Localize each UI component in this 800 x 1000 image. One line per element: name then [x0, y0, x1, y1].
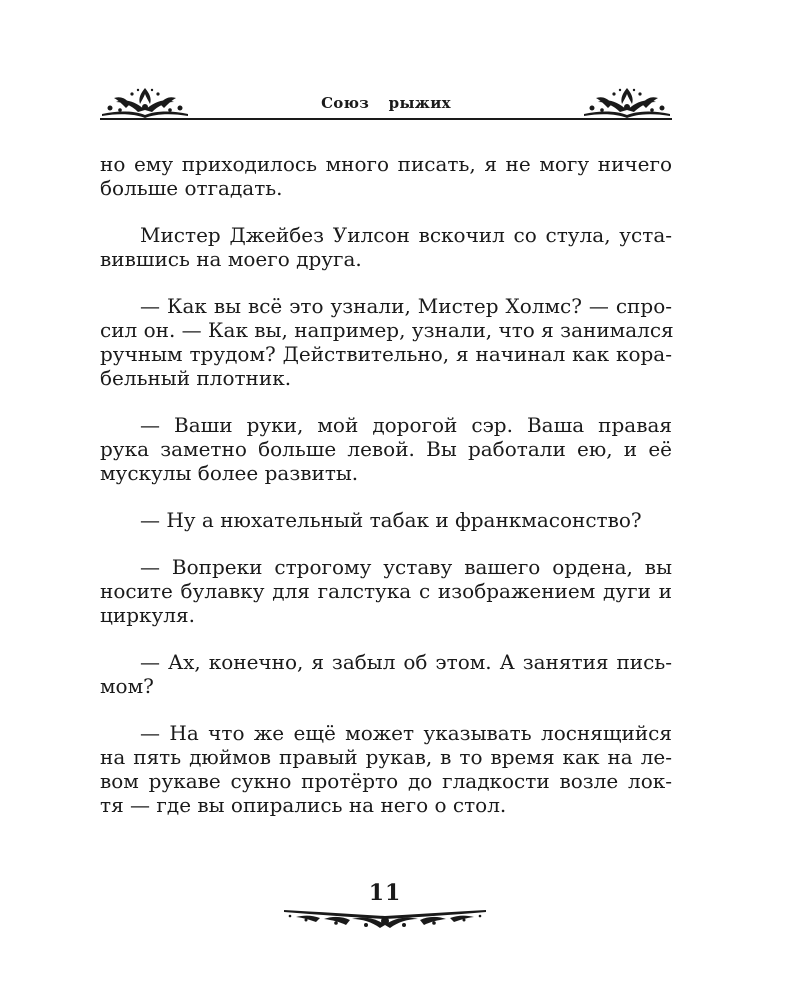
- page-number: 11: [368, 880, 402, 906]
- paragraph: [100, 555, 672, 627]
- right-ornament-icon: [582, 84, 672, 118]
- text-line: — Ну а нюхательный табак и франкмасонство?: [140, 508, 642, 532]
- paragraph: [100, 413, 672, 485]
- text-line: больше отгадать.: [100, 176, 283, 200]
- text-line: — Вопреки строгому уставу вашего ордена, вы: [140, 555, 672, 579]
- footer-ornament-icon: [280, 904, 490, 930]
- paragraph: [100, 152, 672, 200]
- text-line: — Ах, конечно, я забыл об этом. А занятия пись-: [140, 650, 672, 674]
- paragraph: [100, 223, 672, 271]
- text-line: носите булавку для галстука с изображением дуги и: [100, 579, 672, 603]
- text-line: но ему приходилось много писать, я не могу ничего: [100, 152, 672, 176]
- text-line: вом рукаве сукно протёрто до гладкости возле лок-: [100, 769, 672, 793]
- text-line: — Ваши руки, мой дорогой сэр. Ваша правая: [140, 413, 672, 437]
- text-line: циркуля.: [100, 603, 195, 627]
- text-line: ручным трудом? Действительно, я начинал как кора-: [100, 342, 672, 366]
- text-line: — На что же ещё может указывать лоснящийся: [140, 721, 672, 745]
- paragraph: [100, 508, 672, 532]
- body-text: [100, 152, 672, 840]
- paragraph: [100, 294, 672, 390]
- text-line: — Как вы всё это узнали, Мистер Холмс? — спро-: [140, 294, 672, 318]
- text-line: мускулы более развиты.: [100, 461, 359, 485]
- running-title: Союз рыжих: [321, 94, 451, 112]
- page-footer: [280, 880, 490, 930]
- text-line: рука заметно больше левой. Вы работали ею, и её: [100, 437, 672, 461]
- paragraph: [100, 721, 672, 817]
- text-line: мом?: [100, 674, 154, 698]
- text-line: сил он. — Как вы, например, узнали, что я занимался: [100, 318, 674, 342]
- page-header: [100, 80, 672, 120]
- text-line: на пять дюймов правый рукав, в то время как на ле-: [100, 745, 672, 769]
- text-line: Мистер Джейбез Уилсон вскочил со стула, уста-: [140, 223, 672, 247]
- text-line: бельный плотник.: [100, 366, 292, 390]
- text-line: вившись на моего друга.: [100, 247, 362, 271]
- text-line: тя — где вы опирались на него о стол.: [100, 793, 507, 817]
- paragraph: [100, 650, 672, 698]
- header-divider: [100, 118, 672, 120]
